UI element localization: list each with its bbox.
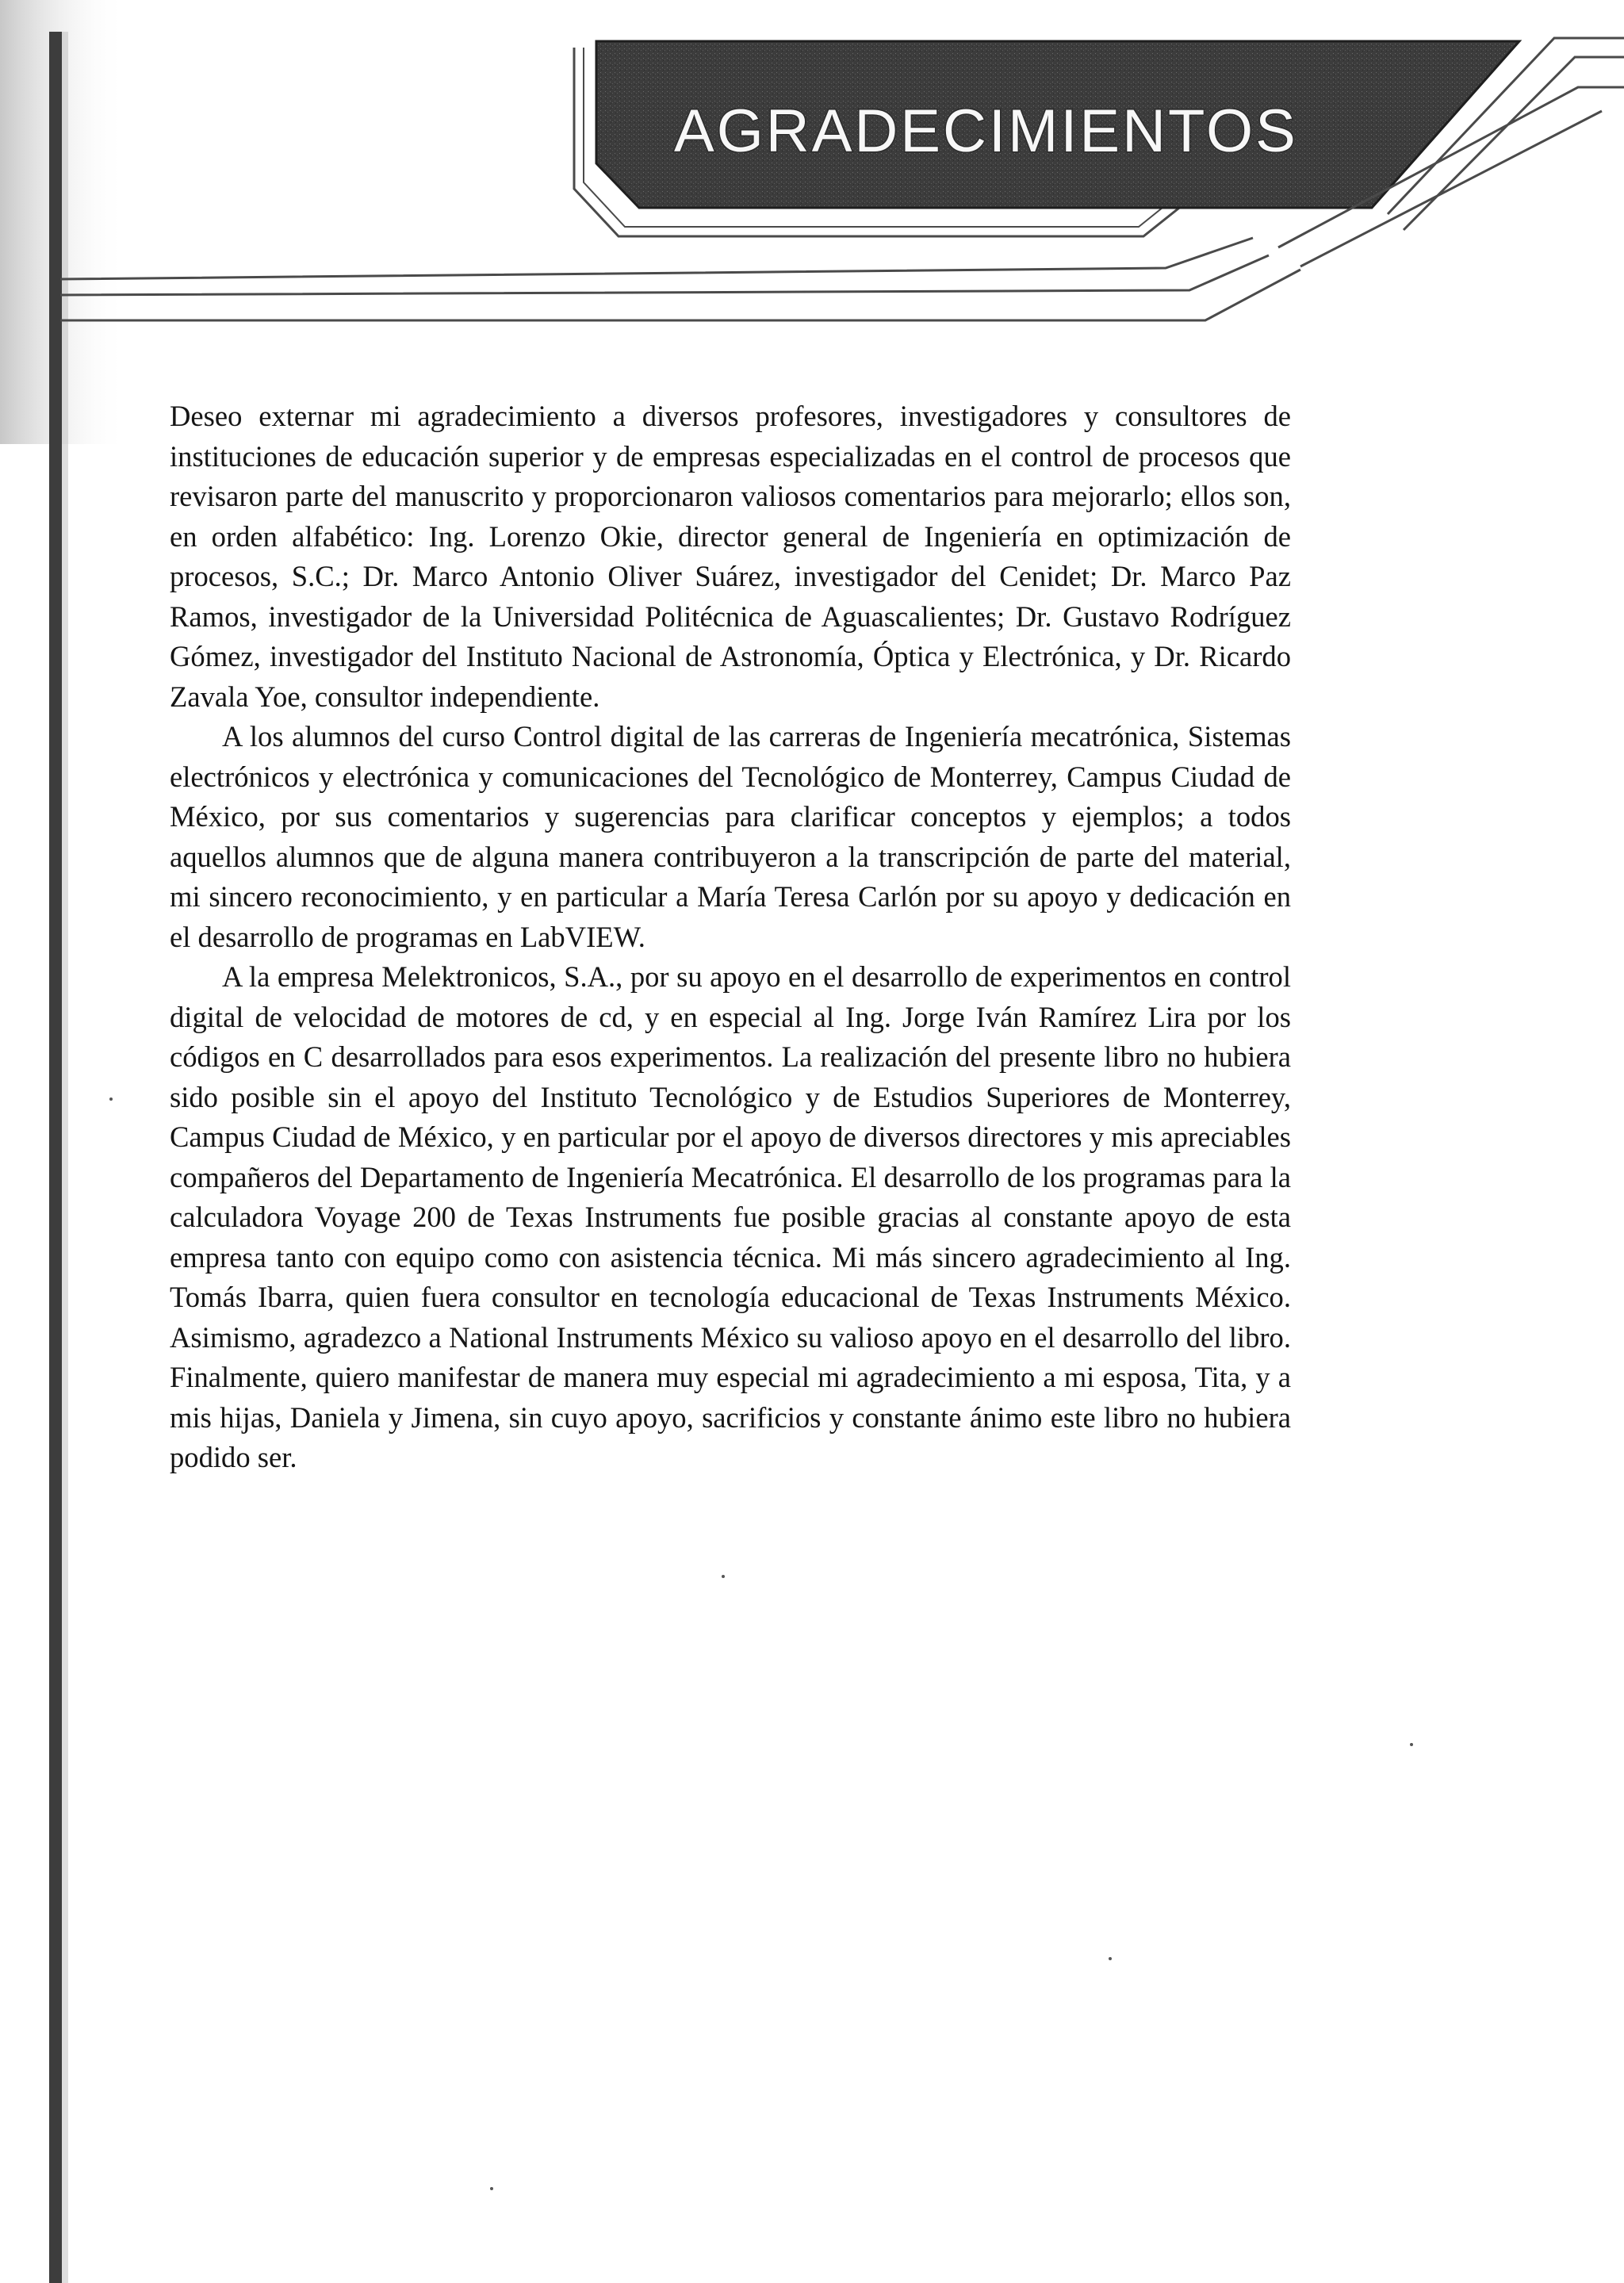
binding-edge xyxy=(49,32,62,2283)
header-rules xyxy=(60,238,1300,320)
paragraph: Deseo externar mi agradecimiento a diversos profesores, investigadores y consultores de instituciones de educación superior y de empresas especializadas en el control de procesos que revisaron parte del manuscrito y proporcionaron valiosos comentarios para mejorarlo; ellos son, en orden alfabético: Ing. Lorenzo Okie, director general de Ingeniería en optimización de procesos, S.C.; Dr. Marco Antonio Oliver Suárez, investigador del Cenidet; Dr. Marco Paz Ramos, investigador de la Universidad Politécnica de Aguascalientes; Dr. Gustavo Rodríguez Gómez, investigador del Instituto Nacional de Astronomía, Óptica y Electrónica, y Dr. Ricardo Zavala Yoe, consultor independiente. xyxy=(170,400,1291,713)
page-heading: AGRADECIMIENTOS xyxy=(674,98,1298,165)
paragraph: A los alumnos del curso Control digital de las carreras de Ingeniería mecatrónica, Sistemas electrónicos y electrónica y comunicaciones del Tecnológico de Monterrey, Campus Ciudad de México, por sus comentarios y sugerencias para clarificar conceptos y ejemplos; a todos aquellos alumnos que de alguna manera contribuyeron a la transcripción de parte del material, mi sincero reconocimiento, y en particular a María Teresa Carlón por su apoyo y dedicación en el desarrollo de programas en LabVIEW. xyxy=(170,720,1291,953)
paragraph: A la empresa Melektronicos, S.A., por su apoyo en el desarrollo de experimentos en control digital de velocidad de motores de cd, y en especial al Ing. Jorge Iván Ramírez Lira por los códigos en C desarrollados para esos experimentos. La realización del presente libro no hubiera sido posible sin el apoyo del Instituto Tecnológico y de Estudios Superiores de Monterrey, Campus Ciudad de México, y en particular por el apoyo de diversos directores y mis apreciables compañeros del Departamento de Ingeniería Mecatrónica. El desarrollo de los programas para la calculadora Voyage 200 de Texas Instruments fue posible gracias al constante apoyo de esta empresa tanto con equipo como con asistencia técnica. Mi más sincero agradecimiento al Ing. Tomás Ibarra, quien fuera consultor en tecnología educacional de Texas Instruments México. Asimismo, agradezco a National Instruments México su valioso apoyo en el desarrollo del libro. Finalmente, quiero manifestar de manera muy especial mi agradecimiento a mi esposa, Tita, y a mis hijas, Daniela y Jimena, sin cuyo apoyo, sacrificios y constante ánimo este libro no hubiera podido ser. xyxy=(170,960,1291,1473)
body-text xyxy=(170,396,1291,1478)
